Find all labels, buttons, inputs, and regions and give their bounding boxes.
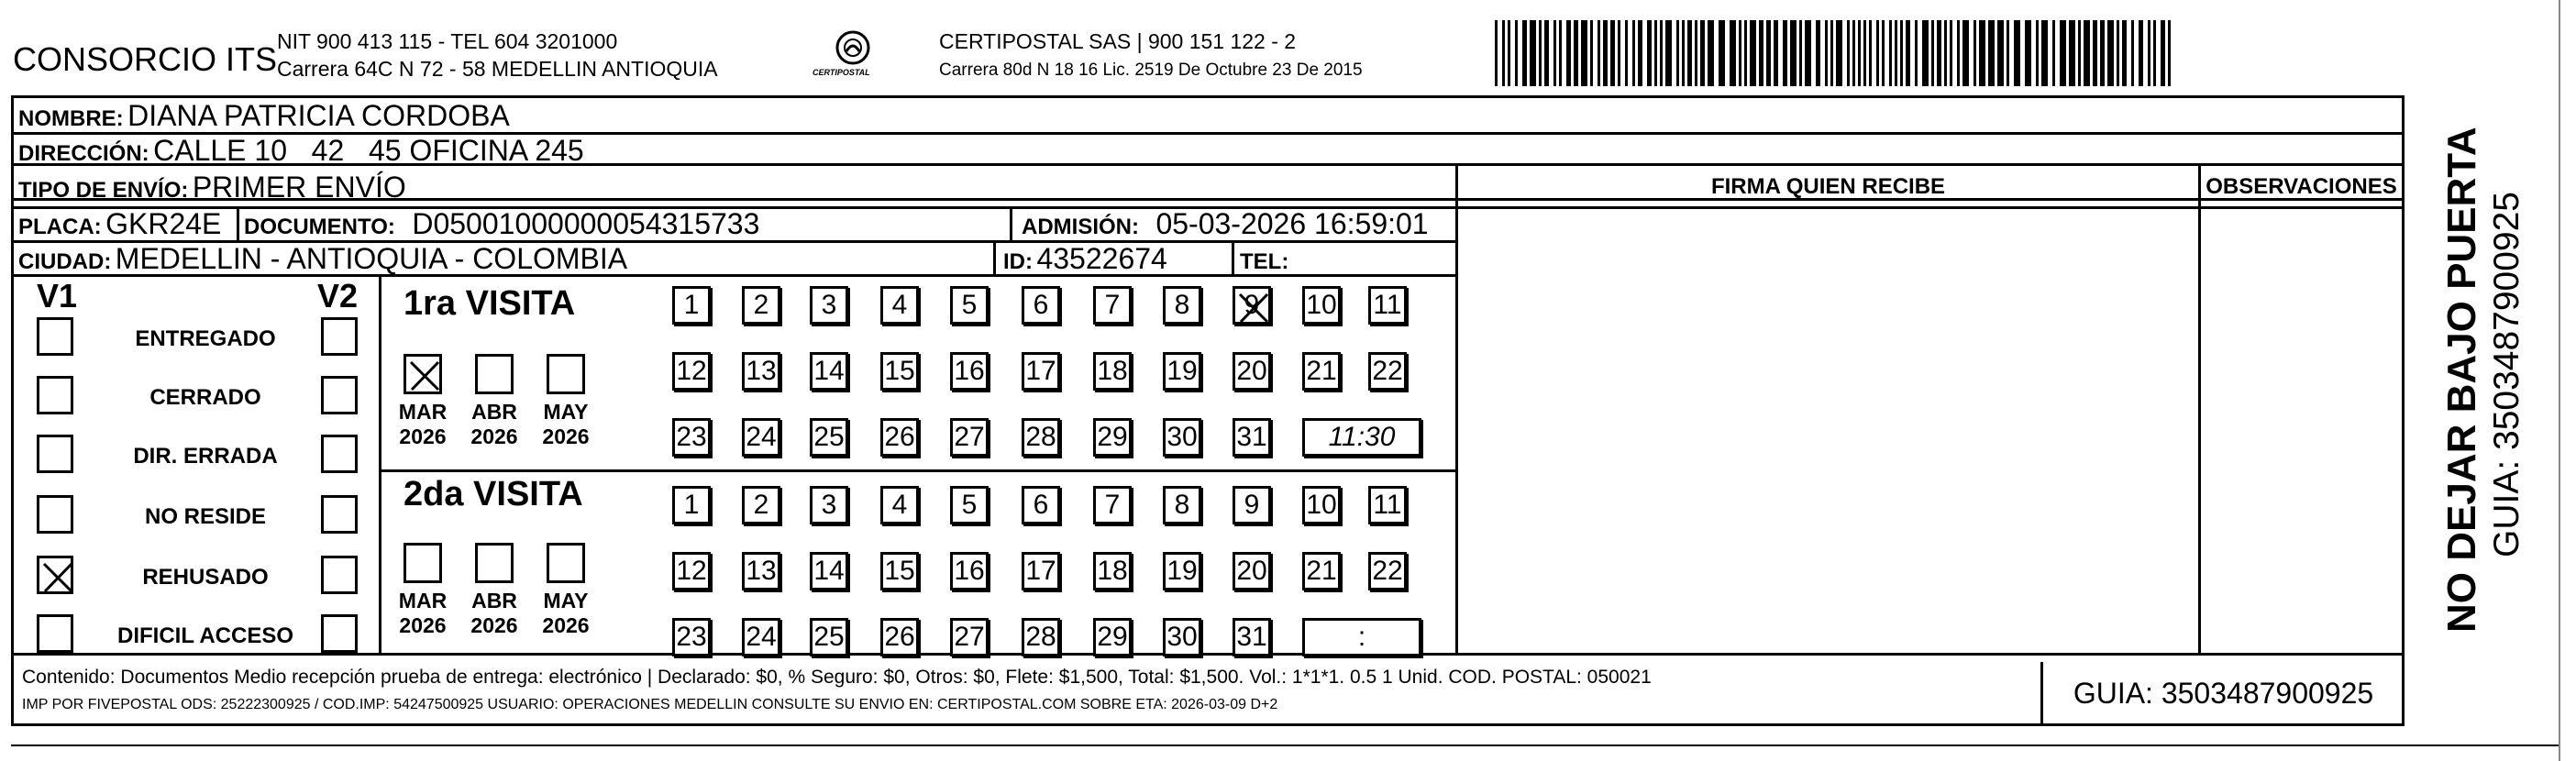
carrier-name: CERTIPOSTAL SAS | 900 151 122 - 2 xyxy=(939,29,1297,53)
logo-caption: CERTIPOSTAL xyxy=(813,68,870,77)
second-visit-day-15[interactable]: 15 xyxy=(880,552,919,590)
id-label: ID: xyxy=(1003,249,1033,274)
second-visit-day-1[interactable]: 1 xyxy=(672,486,711,524)
v1-checkbox[interactable] xyxy=(37,495,73,534)
status-label: CERRADO xyxy=(149,385,261,410)
second-visit-month-may-checkbox[interactable] xyxy=(547,543,585,583)
second-visit-day-2[interactable]: 2 xyxy=(742,486,780,524)
first-visit-day-17[interactable]: 17 xyxy=(1022,352,1060,391)
first-visit-day-16[interactable]: 16 xyxy=(950,352,989,391)
first-visit-day-1[interactable]: 1 xyxy=(672,286,711,325)
second-visit-month-mar-label: MAR 2026 xyxy=(398,589,448,637)
second-visit-day-4[interactable]: 4 xyxy=(880,486,919,524)
first-visit-day-14[interactable]: 14 xyxy=(810,352,848,391)
second-visit-day-25[interactable]: 25 xyxy=(810,618,848,656)
admission-value: 05-03-2026 16:59:01 xyxy=(1155,207,1429,240)
second-visit-day-21[interactable]: 21 xyxy=(1302,552,1341,590)
content-line: Contenido: Documentos Medio recepción prueba de entrega: electrónico | Declarado: $0, % Seguro: $0, Otros: $0, Flete: $1,500, Total: $1,500. Vol.: 1*1*1. 0.5 1 Unid. COD. POSTAL: 050021 xyxy=(22,667,1652,688)
v1-checkbox[interactable] xyxy=(37,556,73,594)
v2-checkbox[interactable] xyxy=(321,495,358,534)
v2-checkbox[interactable] xyxy=(321,376,358,414)
second-visit-day-20[interactable]: 20 xyxy=(1233,552,1271,590)
city-cell xyxy=(18,242,627,276)
second-visit-day-5[interactable]: 5 xyxy=(950,486,989,524)
first-visit-day-21[interactable]: 21 xyxy=(1302,352,1341,391)
second-visit-day-10[interactable]: 10 xyxy=(1302,486,1341,524)
status-label: REHUSADO xyxy=(142,565,269,590)
first-visit-day-3[interactable]: 3 xyxy=(810,286,848,325)
second-visit-day-7[interactable]: 7 xyxy=(1093,486,1132,524)
first-visit-day-2[interactable]: 2 xyxy=(742,286,780,325)
barcode xyxy=(1495,20,2178,86)
observations-header: OBSERVACIONES xyxy=(2206,174,2397,199)
first-visit-month-mar-label: MAR 2026 xyxy=(398,400,448,448)
v1-checkbox[interactable] xyxy=(37,614,73,653)
v1-checkbox[interactable] xyxy=(37,435,73,473)
first-visit-day-4[interactable]: 4 xyxy=(880,286,919,325)
second-visit-day-28[interactable]: 28 xyxy=(1022,618,1060,656)
first-visit-day-9[interactable]: 9 xyxy=(1233,286,1271,325)
admission-cell xyxy=(1022,207,1429,241)
first-visit-day-10[interactable]: 10 xyxy=(1302,286,1341,325)
recipient-name: DIANA PATRICIA CORDOBA xyxy=(127,99,510,132)
second-visit-day-27[interactable]: 27 xyxy=(950,618,989,656)
plate-value: GKR24E xyxy=(105,207,222,240)
first-visit-day-28[interactable]: 28 xyxy=(1022,418,1060,457)
second-visit-time-box[interactable]: : xyxy=(1302,618,1421,656)
first-visit-day-18[interactable]: 18 xyxy=(1093,352,1132,391)
second-visit-day-26[interactable]: 26 xyxy=(880,618,919,656)
first-visit-day-24[interactable]: 24 xyxy=(742,418,780,457)
company-address: Carrera 64C N 72 - 58 MEDELLIN ANTIOQUIA xyxy=(277,57,718,81)
status-label: DIR. ERRADA xyxy=(133,444,278,469)
first-visit-month-mar-checkbox[interactable] xyxy=(404,354,442,394)
first-visit-day-30[interactable]: 30 xyxy=(1163,418,1201,457)
second-visit-day-12[interactable]: 12 xyxy=(672,552,711,590)
second-visit-month-abr-label: ABR 2026 xyxy=(470,589,518,637)
address-label: DIRECCIÓN: xyxy=(18,141,149,166)
first-visit-day-29[interactable]: 29 xyxy=(1093,418,1132,457)
signature-header: FIRMA QUIEN RECIBE xyxy=(1710,174,1946,199)
second-visit-day-17[interactable]: 17 xyxy=(1022,552,1060,590)
print-line: IMP POR FIVEPOSTAL ODS: 25222300925 / COD.IMP: 54247500925 USUARIO: OPERACIONES MEDELLIN CONSULTE SU ENVIO EN: CERTIPOSTAL.COM SOBRE ETA: 2026-03-09 D+2 xyxy=(22,697,1278,712)
first-visit-month-abr-label: ABR 2026 xyxy=(470,400,518,448)
first-visit-day-6[interactable]: 6 xyxy=(1022,286,1060,325)
second-visit-month-may-label: MAY 2026 xyxy=(542,589,590,637)
first-visit-day-11[interactable]: 11 xyxy=(1368,286,1407,325)
carrier-license: Carrera 80d N 18 16 Lic. 2519 De Octubre 23 De 2015 xyxy=(939,61,1363,80)
v1-checkbox[interactable] xyxy=(37,376,73,414)
v1-checkbox[interactable] xyxy=(37,317,73,356)
first-visit-day-19[interactable]: 19 xyxy=(1163,352,1201,391)
tel-cell xyxy=(1240,242,1288,276)
recipient-address: CALLE 10 42 45 OFICINA 245 xyxy=(153,134,584,167)
second-visit-day-22[interactable]: 22 xyxy=(1368,552,1407,590)
name-row xyxy=(18,99,510,133)
document-label: DOCUMENTO: xyxy=(244,215,395,239)
city-label: CIUDAD: xyxy=(18,249,112,274)
address-row xyxy=(18,134,584,168)
document-value: D05001000000054315733 xyxy=(412,207,760,240)
second-visit-day-31[interactable]: 31 xyxy=(1233,618,1271,656)
second-visit-day-30[interactable]: 30 xyxy=(1163,618,1201,656)
first-visit-month-may-checkbox[interactable] xyxy=(547,354,585,394)
first-visit-day-13[interactable]: 13 xyxy=(742,352,780,391)
first-visit-day-5[interactable]: 5 xyxy=(950,286,989,325)
guia-box: GUIA: 3503487900925 xyxy=(2073,677,2374,710)
first-visit-day-20[interactable]: 20 xyxy=(1233,352,1271,391)
plate-label: PLACA: xyxy=(18,215,102,239)
company-nit: NIT 900 413 115 - TEL 604 3201000 xyxy=(277,29,618,53)
first-visit-day-27[interactable]: 27 xyxy=(950,418,989,457)
company-name: CONSORCIO ITS xyxy=(13,40,278,78)
v2-label: V2 xyxy=(317,277,359,314)
first-visit-time-box[interactable]: 11:30 xyxy=(1302,418,1421,457)
second-visit-day-29[interactable]: 29 xyxy=(1093,618,1132,656)
signature-area[interactable] xyxy=(1458,207,2198,653)
first-visit-day-26[interactable]: 26 xyxy=(880,418,919,457)
second-visit-day-3[interactable]: 3 xyxy=(810,486,848,524)
v2-checkbox[interactable] xyxy=(321,317,358,356)
v2-checkbox[interactable] xyxy=(321,556,358,594)
second-visit-month-abr-checkbox[interactable] xyxy=(475,543,514,583)
second-visit-day-14[interactable]: 14 xyxy=(810,552,848,590)
name-label: NOMBRE: xyxy=(18,106,124,131)
v1-label: V1 xyxy=(37,277,78,314)
second-visit-day-11[interactable]: 11 xyxy=(1368,486,1407,524)
shipment-type-row xyxy=(18,171,406,204)
first-visit-day-8[interactable]: 8 xyxy=(1163,286,1201,325)
observations-area[interactable] xyxy=(2201,207,2402,653)
no-dejar-text: NO DEJAR BAJO PUERTA xyxy=(2439,127,2484,633)
plate-cell xyxy=(18,207,221,241)
second-visit-day-8[interactable]: 8 xyxy=(1163,486,1201,524)
id-cell xyxy=(1003,242,1167,276)
first-visit-month-may-label: MAY 2026 xyxy=(542,400,590,448)
first-visit-day-25[interactable]: 25 xyxy=(810,418,848,457)
shipment-type-label: TIPO DE ENVÍO: xyxy=(18,178,189,203)
second-visit-day-19[interactable]: 19 xyxy=(1163,552,1201,590)
document-cell xyxy=(244,207,759,241)
second-visit-day-18[interactable]: 18 xyxy=(1093,552,1132,590)
second-visit-day-6[interactable]: 6 xyxy=(1022,486,1060,524)
v2-checkbox[interactable] xyxy=(321,614,358,653)
first-visit-title: 1ra VISITA xyxy=(404,284,576,323)
second-visit-day-24[interactable]: 24 xyxy=(742,618,780,656)
city-value: MEDELLIN - ANTIOQUIA - COLOMBIA xyxy=(115,242,628,275)
first-visit-day-31[interactable]: 31 xyxy=(1233,418,1271,457)
first-visit-day-7[interactable]: 7 xyxy=(1093,286,1132,325)
second-visit-month-mar-checkbox[interactable] xyxy=(404,543,442,583)
side-guia: GUIA: 3503487900925 xyxy=(2487,192,2526,557)
id-value: 43522674 xyxy=(1036,242,1167,275)
first-visit-month-abr-checkbox[interactable] xyxy=(475,354,514,394)
second-visit-day-9[interactable]: 9 xyxy=(1233,486,1271,524)
first-visit-day-15[interactable]: 15 xyxy=(880,352,919,391)
status-label: ENTREGADO xyxy=(135,326,276,351)
second-visit-day-13[interactable]: 13 xyxy=(742,552,780,590)
second-visit-day-23[interactable]: 23 xyxy=(672,618,711,656)
admission-label: ADMISIÓN: xyxy=(1022,215,1139,239)
status-label: NO RESIDE xyxy=(144,504,267,529)
shipment-type: PRIMER ENVÍO xyxy=(192,171,406,204)
first-visit-day-12[interactable]: 12 xyxy=(672,352,711,391)
second-visit-day-16[interactable]: 16 xyxy=(950,552,989,590)
first-visit-day-22[interactable]: 22 xyxy=(1368,352,1407,391)
v2-checkbox[interactable] xyxy=(321,435,358,473)
second-visit-title: 2da VISITA xyxy=(404,475,583,513)
tel-label: TEL: xyxy=(1240,249,1289,274)
status-label: DIFICIL ACCESO xyxy=(116,623,293,648)
first-visit-day-23[interactable]: 23 xyxy=(672,418,711,457)
